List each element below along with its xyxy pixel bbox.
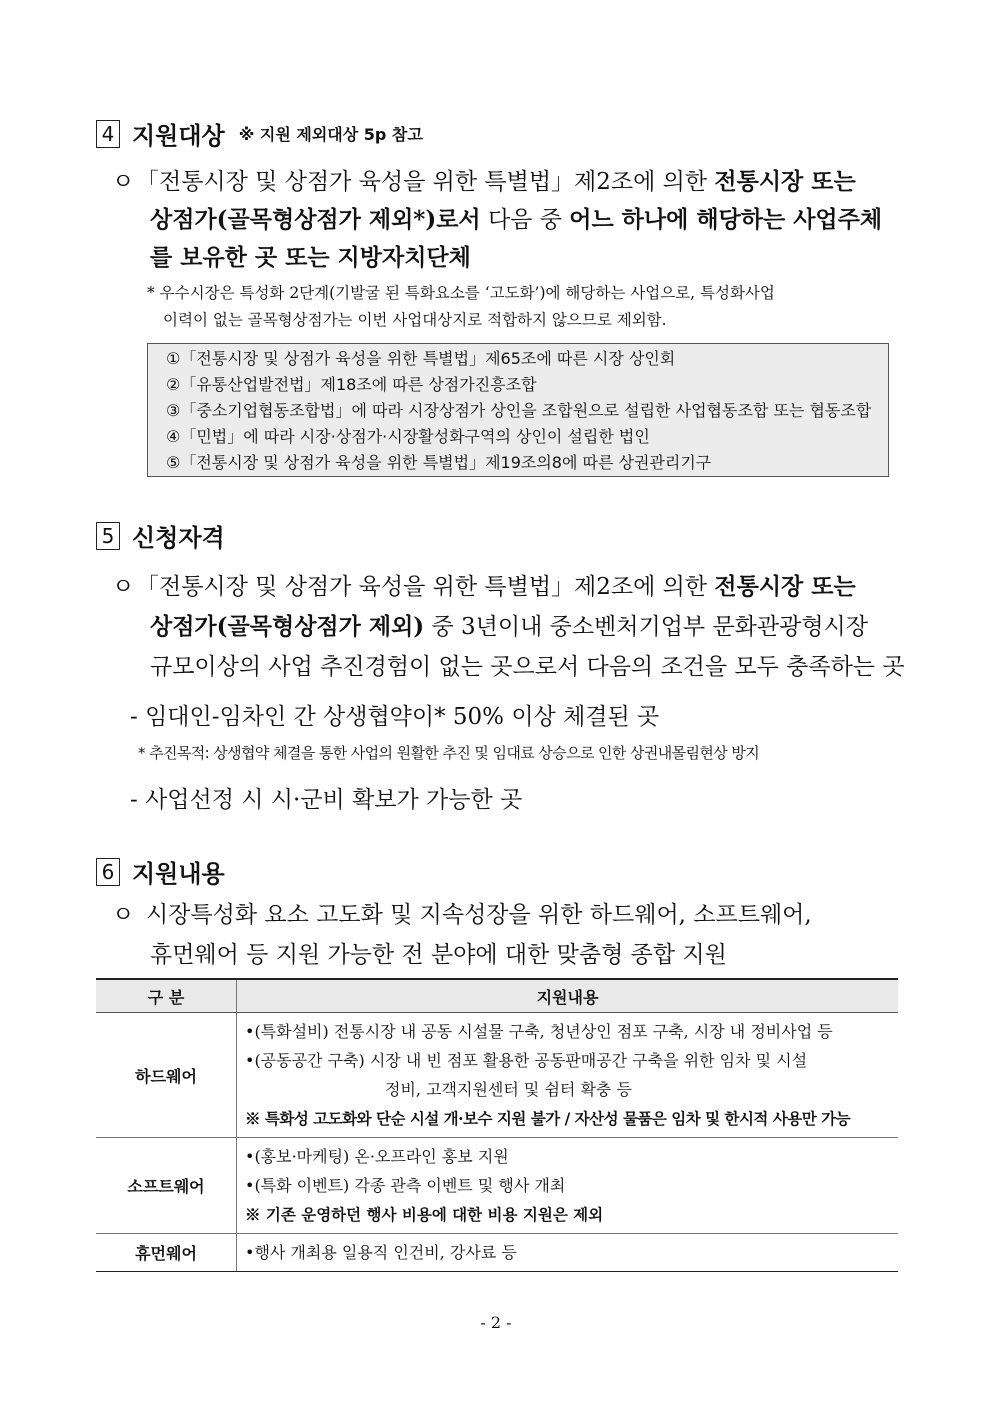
text: 중 3년이내 중소벤처기업부 문화관광형시장 (424, 614, 868, 640)
support-item: •(홍보·마케팅) 온·오프라인 홍보 지원 (245, 1147, 509, 1166)
support-item-continued: 정비, 고객지원센터 및 쉼터 확충 등 (385, 1080, 632, 1099)
paragraph-line (112, 163, 902, 201)
restriction-note: ※ 특화성 고도화와 단순 시설 개·보수 지원 불가 / 자산성 물품은 임차 및 한시적 사용만 가능 (245, 1109, 851, 1128)
section-title: 지원대상 (132, 122, 225, 150)
emphasis-text: 전통시장 또는 (714, 573, 856, 600)
section-note: ※ 지원 제외대상 5p 참고 (238, 125, 423, 144)
paragraph-line: 규모이상의 사업 추진경험이 없는 곳으로서 다음의 조건을 모두 충족하는 곳 (150, 654, 905, 680)
paragraph-line: 시장특성화 요소 고도화 및 지속성장을 위한 하드웨어, 소프트웨어, (146, 902, 812, 928)
footnote-line: 이력이 없는 골목형상점가는 이번 사업대상지로 적합하지 않으므로 제외함. (163, 311, 667, 329)
paragraph-line: 를 보유한 곳 또는 지방자치단체 (150, 244, 471, 271)
emphasis-text: 상점가(골목형상점가 제외*)로서 (150, 206, 481, 233)
category-hardware: 하드웨어 (96, 1013, 237, 1138)
section-4-heading (96, 116, 423, 151)
entity-item: ⑤「전통시장 및 상점가 육성을 위한 특별법」제19조의8에 따른 상권관리기구 (166, 453, 712, 472)
paragraph-line (112, 201, 902, 239)
eligible-entities-box (147, 343, 889, 477)
category-humanware: 휴먼웨어 (96, 1234, 237, 1272)
header-content: 지원내용 (237, 979, 899, 1013)
section-title: 신청자격 (132, 524, 225, 552)
table-row (96, 1234, 898, 1272)
emphasis-text: 상점가(골목형상점가 제외) (150, 613, 425, 640)
footnote-line: * 우수시장은 특성화 2단계(기발굴 된 특화요소를 ‘고도화’)에 해당하는 사업으로, 특성화사업 (147, 284, 775, 302)
emphasis-text: 전통시장 또는 (714, 168, 856, 195)
condition-item: - 임대인-임차인 간 상생협약이* 50% 이상 체결된 곳 (130, 704, 660, 730)
section-5-heading (96, 518, 225, 553)
table-header-row (96, 979, 898, 1013)
text: 다음 중 (480, 207, 570, 233)
condition-item: - 사업선정 시 시·군비 확보가 가능한 곳 (130, 787, 523, 813)
section-6-paragraph (112, 895, 902, 975)
section-number: 6 (96, 858, 120, 886)
software-content (237, 1138, 899, 1234)
support-item: •행사 개최용 일용직 인건비, 강사료 등 (245, 1243, 517, 1262)
paragraph-line (112, 607, 902, 647)
hardware-content (237, 1013, 899, 1138)
entity-item: ④「민법」에 따라 시장·상점가·시장활성화구역의 상인이 설립한 법인 (166, 427, 650, 446)
text: 「전통시장 및 상점가 육성을 위한 특별법」제2조에 의한 (136, 574, 715, 600)
page-number: - 2 - (480, 1313, 512, 1332)
section-number: 5 (96, 522, 120, 550)
section-6-heading (96, 854, 225, 889)
table-row (96, 1013, 898, 1138)
paragraph-line: 휴먼웨어 등 지원 가능한 전 분야에 대한 맞춤형 종합 지원 (150, 942, 727, 968)
section-4-paragraph (112, 163, 902, 277)
restriction-note: ※ 기존 운영하던 행사 비용에 대한 비용 지원은 제외 (245, 1205, 604, 1224)
support-item: •(공동공간 구축) 시장 내 빈 점포 활용한 공동판매공간 구축을 위한 임차 및 시설 (245, 1051, 808, 1070)
header-category: 구 분 (96, 979, 237, 1013)
section-number: 4 (96, 120, 120, 148)
text: 「전통시장 및 상점가 육성을 위한 특별법」제2조에 의한 (136, 169, 715, 195)
support-item: •(특화 이벤트) 각종 관측 이벤트 및 행사 개최 (245, 1176, 566, 1195)
entity-item: ②「유통산업발전법」제18조에 따른 상점가진흥조합 (166, 375, 537, 394)
paragraph-line (112, 567, 902, 607)
support-content-table (96, 978, 898, 1272)
entity-item: ③「중소기업협동조합법」에 따라 시장상점가 상인을 조합원으로 설립한 사업협동조합 또는 협동조합 (166, 401, 872, 420)
footnote-line: * 추진목적: 상생협약 체결을 통한 사업의 원활한 추진 및 임대료 상승으로 인한 상권내몰림현상 방지 (138, 744, 760, 762)
bullet-marker: ㅇ (112, 902, 135, 928)
emphasis-text: 어느 하나에 해당하는 사업주체 (569, 206, 883, 233)
table-row (96, 1138, 898, 1234)
entity-item: ①「전통시장 및 상점가 육성을 위한 특별법」제65조에 따른 시장 상인회 (166, 349, 676, 368)
category-software: 소프트웨어 (96, 1138, 237, 1234)
section-5-paragraph (112, 567, 905, 687)
humanware-content (237, 1234, 899, 1272)
support-item: •(특화설비) 전통시장 내 공동 시설물 구축, 청년상인 점포 구축, 시장 내 정비사업 등 (245, 1022, 833, 1041)
bullet-marker: ㅇ (112, 169, 135, 195)
section-title: 지원내용 (132, 860, 225, 888)
bullet-marker: ㅇ (112, 574, 135, 600)
